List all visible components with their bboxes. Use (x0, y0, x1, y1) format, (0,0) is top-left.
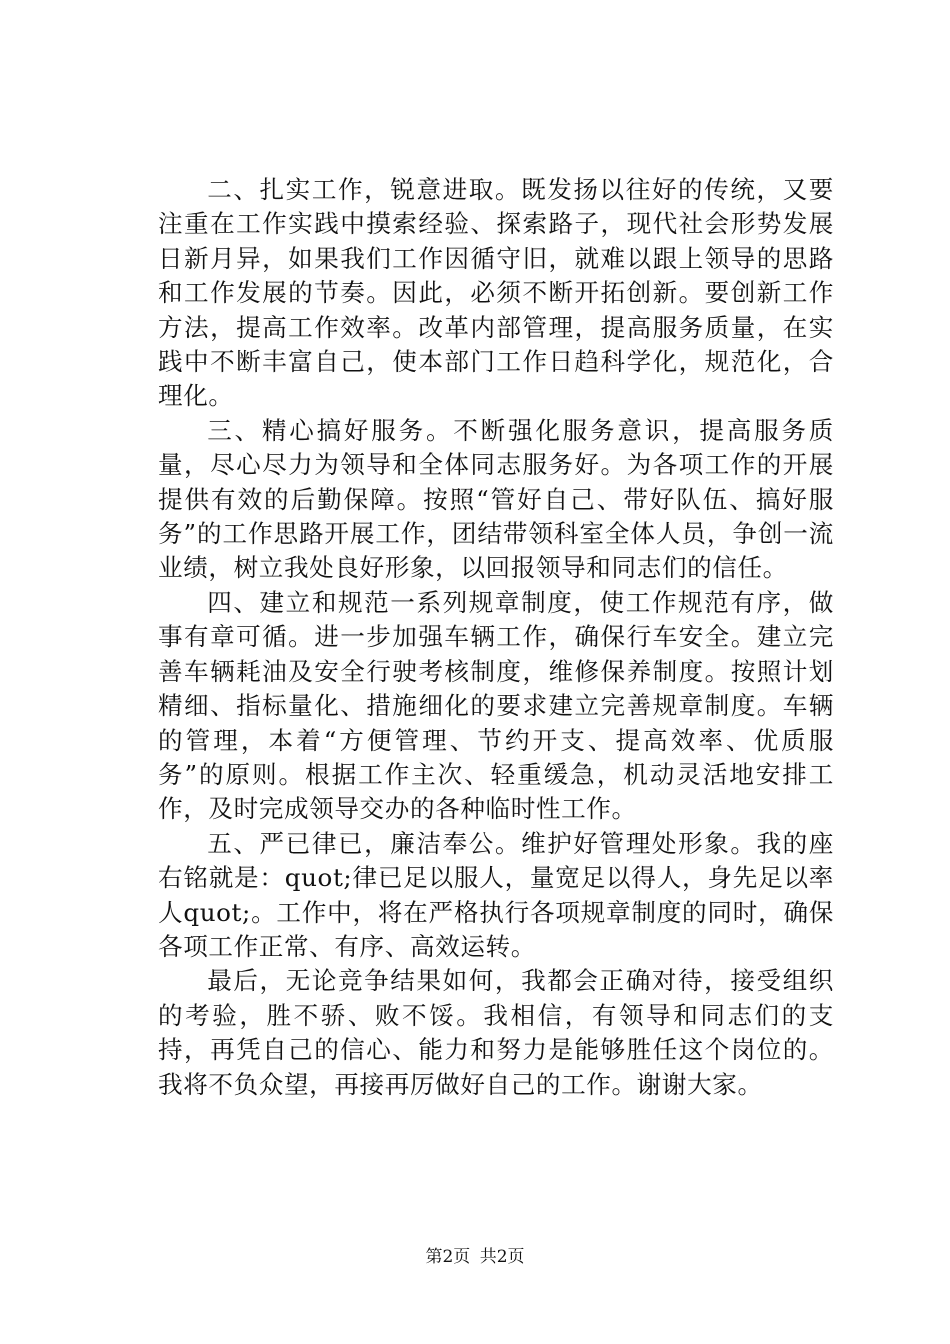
paragraph-3: 三、精心搞好服务。不断强化服务意识，提高服务质量，尽心尽力为领导和全体同志服务好。为各项工作的开展提供有效的后勤保障。按照“管好自己、带好队伍、搞好服务”的工作思路开展工作，团结带领科室全体人员，争创一流业绩，树立我处良好形象，以回报领导和同志们的信任。 (158, 415, 834, 583)
paragraph-closing: 最后，无论竞争结果如何，我都会正确对待，接受组织的考验，胜不骄、败不馁。我相信，有领导和同志们的支持，再凭自己的信心、能力和努力是能够胜任这个岗位的。我将不负众望，再接再厉做好自己的工作。谢谢大家。 (158, 966, 834, 1099)
page-number: 第2页 (425, 1247, 471, 1267)
paragraph-4: 四、建立和规范一系列规章制度，使工作规范有序，做事有章可循。进一步加强车辆工作，确保行车安全。建立完善车辆耗油及安全行驶考核制度，维修保养制度。按照计划精细、指标量化、措施细化的要求建立完善规章制度。车辆的管理，本着“方便管理、节约开支、提高效率、优质服务”的原则。根据工作主次、轻重缓急，机动灵活地安排工作，及时完成领导交办的各种临时性工作。 (158, 587, 834, 824)
total-pages: 共2页 (479, 1247, 525, 1267)
document-body (158, 173, 834, 1102)
paragraph-5: 五、严已律已，廉洁奉公。维护好管理处形象。我的座右铭就是：quot;律已足以服人，量宽足以得人，身先足以率人quot;。工作中，将在严格执行各项规章制度的同时，确保各项工作正常、有序、高效运转。 (158, 828, 834, 961)
page-footer (0, 1242, 950, 1267)
paragraph-2: 二、扎实工作，锐意进取。既发扬以往好的传统，又要注重在工作实践中摸索经验、探索路子，现代社会形势发展日新月异，如果我们工作因循守旧，就难以跟上领导的思路和工作发展的节奏。因此，必须不断开拓创新。要创新工作方法，提高工作效率。改革内部管理，提高服务质量，在实践中不断丰富自己，使本部门工作日趋科学化，规范化，合理化。 (158, 175, 834, 411)
